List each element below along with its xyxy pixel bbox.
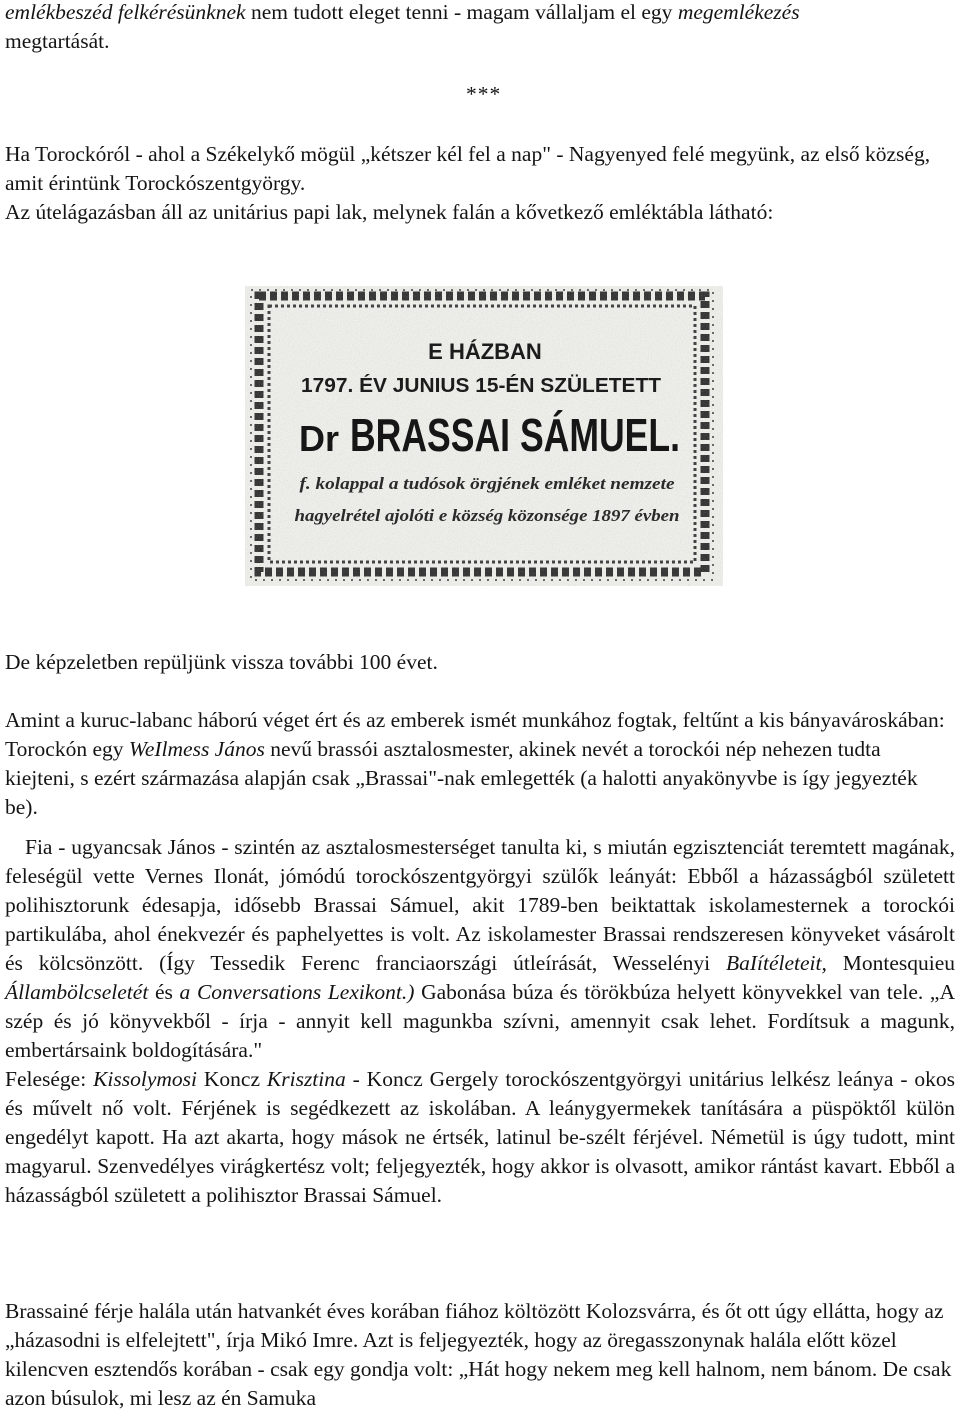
paragraph-torockoszentgyorgy xyxy=(5,140,955,227)
text: Gabonása búza és törökbúza helyett könyvekkel van tele. „A szép és jó könyvekből - írja - annyit kell magunkba szívni, amennyit csak lehet. Fordítsuk a magunk, embertársaink boldogítására." xyxy=(5,980,955,1062)
text: Fia - ugyancsak János - szintén az asztalosmesterséget tanulta ki, s miután egzisztenciát teremtett magának, feleségül vette Vernes Ilonát, jómódú torockószentgyörgyi szülők leányát: Ebből a házasságból született polihisztorunk édesapja, idősebb Brassai Sámuel, akit 1789-ben beiktattak iskolamesternek a torockói partikulába, ahol énekvezér és paphelyettes is volt. Az iskolamester Brassai rendszeresen könyveket vásárolt és kölcsönzött. (Így Tessedik Ferenc franciaországi útleírását, Wesselényi xyxy=(5,835,955,975)
text: és xyxy=(148,980,180,1004)
text: Amint a kuruc-labanc háború véget ért és az emberek ismét munkához fogtak, feltűnt a kis bányavároskában: Torockón egy xyxy=(5,708,945,761)
plaque-title-prefix: Dr xyxy=(299,418,340,459)
italic-text: emlékbeszéd felkérésünknek xyxy=(5,0,246,24)
text: Montesquieu xyxy=(826,951,955,975)
plaque-line-1: E HÁZBAN xyxy=(428,339,542,364)
plaque-line-4: f. kolappal a tudósok örgjének emléket nemzete xyxy=(299,474,676,493)
text: - Koncz Gergely torockószentgyörgyi unitárius lelkész leánya - okos és művelt nő volt. Férjének is segédkezett az iskolában. A leánygyermekek tanítására a püspöktől külön engedélyt kapott. Ha azt akarta, hogy mások ne értsék, latinul be-szélt férjével. Németül is úgy tudott, mint magyarul. Szenvedélyes virágkertész volt; feljegyezték, hogy akkor is olvasott, amikor rántást kavart. Ebből a házasságból született a polihisztor Brassai Sámuel. xyxy=(5,1067,955,1207)
paragraph-kolozsvar: Brassainé férje halála után hatvankét éves korában fiához költözött Kolozsvárra, és őt ott úgy ellátta, hogy az „házasodni is elfelejtett", írja Mikó Imre. Azt is feljegyezték, hogy az öregasszonynak halála előtt közel kilencven esztendős korában - csak egy gondja volt: „Hát hogy nekem meg kell halnom, nem bánom. De csak azon búsulok, mi lesz az én Samuka xyxy=(5,1299,952,1410)
paragraph-intro xyxy=(5,0,955,56)
italic-text: megemlékezés xyxy=(677,0,800,24)
text: nevű brassói asztalosmester, akinek nevét a torockói nép nehezen tudta kiejteni, s ezért származása alapján csak „Brassai"-nak emlegették (a halotti anyakönyvbe is így jegyezték be). xyxy=(5,737,918,819)
paragraph-wellmess xyxy=(5,706,955,822)
memorial-plaque-photo xyxy=(245,286,723,586)
italic-title: a Conversations Lexikont.) xyxy=(179,980,415,1004)
text: megtartását. xyxy=(5,29,110,53)
text: Az útelágazásban áll az unitárius papi lak, melynek falán a kővetkező emléktábla látható: xyxy=(5,200,774,224)
italic-title: Állambölcseletét xyxy=(5,980,149,1004)
section-separator: *** xyxy=(466,82,502,106)
plaque-image xyxy=(245,286,723,586)
plaque-line-5: hagyelrétel ajolóti e község közonsége 1897 évben xyxy=(294,506,680,525)
text: Ha Torockóról - ahol a Székelykő mögül „kétszer kél fel a nap" - Nagyenyed felé megyünk, az első község, amit érintünk Torockószentgyörgy. xyxy=(5,142,931,195)
italic-name: WeIlmess János xyxy=(128,737,265,761)
italic-name: Krisztina xyxy=(266,1067,346,1091)
text: Felesége: xyxy=(5,1067,94,1091)
italic-title: BaIítéleteit, xyxy=(725,951,827,975)
plaque-title: BRASSAI SÁMUEL. xyxy=(350,409,680,461)
text: Koncz xyxy=(197,1067,267,1091)
text: nem tudott eleget tenni - magam vállaljam el egy xyxy=(245,0,678,24)
paragraph-family xyxy=(5,833,955,1210)
plaque-line-2: 1797. ÉV JUNIUS 15-ÉN SZÜLETETT xyxy=(301,375,646,397)
paragraph-back-in-time: De képzeletben repüljünk vissza további 100 évet. xyxy=(5,650,438,674)
italic-name: Kissolymosi xyxy=(93,1067,198,1091)
